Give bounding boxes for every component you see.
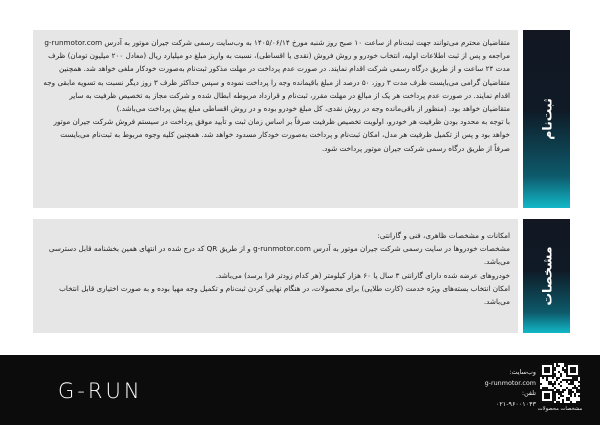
website-label: وب‌سایت: bbox=[509, 368, 536, 376]
specs-heading: امکانات و مشخصات ظاهری، فنی و گارانتی: bbox=[377, 231, 510, 240]
registration-paragraph-2: با توجه به محدود بودن ظرفیت هر خودرو، اولویت تخصیص ظرفیت صرفاً بر اساس زمان ثبت و تأیید موفق پرداخت در سیستم فروش شرکت جیران موتور خواهد بود و پس از تکمیل ظرفیت هر مدل، امکان ثبت‌نام و پرداخت به‌صورت خودکار مسدود خواهد شد. همچنین کلیه وجوه مربوط به ثبت‌نام می‌بایست صرفاً از طریق درگاه رسمی شرکت جیران موتور پرداخت شود. bbox=[53, 117, 510, 153]
specifications-tab bbox=[523, 219, 570, 333]
registration-title: ثبت‌نام bbox=[539, 98, 554, 140]
brand-logo: G-RUN bbox=[58, 379, 143, 403]
phone-number: ۰۲۱-۹۶۰۰۱۰۴۳ bbox=[495, 399, 536, 408]
specs-paragraph-1: مشخصات خودروها در سایت رسمی شرکت جیران موتور به آدرس g-runmotor.com و از طریق QR کد درج شده در انتهای همین بخشنامه قابل دسترسی می‌باشد. bbox=[48, 244, 510, 267]
footer bbox=[0, 355, 600, 425]
registration-tab bbox=[523, 30, 570, 208]
specifications-panel bbox=[33, 219, 518, 333]
specs-paragraph-3: امکان انتخاب بسته‌های ویژه خدمت (کارت طلایی) برای محصولات، در هنگام نهایی کردن ثبت‌نام و تکمیل وجه مهیا بوده و به صورت اختیاری قابل انتخاب می‌باشد. bbox=[59, 283, 510, 307]
specs-paragraph-2: خودروهای عرضه شده دارای گارانتی ۳ سال یا ۶۰ هزار کیلومتر (هر کدام زودتر فرا برسد) می‌باشد. bbox=[215, 270, 510, 280]
qr-code-icon[interactable] bbox=[540, 363, 580, 403]
contact-info bbox=[485, 367, 536, 409]
qr-caption: مشخصات محصولات bbox=[537, 406, 583, 412]
specifications-title: مشخصات bbox=[539, 246, 554, 306]
registration-panel bbox=[33, 30, 518, 208]
website-link[interactable]: g-runmotor.com bbox=[484, 378, 536, 387]
phone-label: تلفن: bbox=[521, 389, 536, 397]
registration-paragraph-1: متقاضیان محترم می‌توانند جهت ثبت‌نام از ساعت ۱۰ صبح روز شنبه مورخ ۱۴۰۵/۰۶/۱۴ به وب‌سایت رسمی شرکت جیران موتور به آدرس g-runmotor.com مراجعه و پس از ثبت اطلاعات اولیه، انتخاب خودرو و روش فروش (نقدی یا اقساطی)، نسبت به واریز مبلغ دو میلیارد ریال (معادل ۲۰۰ میلیون تومان) ظرف مدت ۲۴ ساعت و از طریق درگاه رسمی شرکت اقدام نمایند. در صورت عدم پرداخت در مهلت مذکور ثبت‌نام به‌صورت خودکار ملغی خواهد شد. همچنین متقاضیان گرامی می‌بایست ظرف مدت ۳ روز، ۵۰ درصد از مبلغ باقیمانده وجه را پرداخت نموده و سپس حداکثر ظرف ۳ روز دیگر نسبت به تسویه مابقی وجه اقدام نمایند. در صورت عدم پرداخت هر یک از مبالغ در مهلت مقرر، ثبت‌نام و قرارداد مربوطه ابطال شده و شرکت مجاز به تخصیص ظرفیت به سایر متقاضیان خواهد بود. (منظور از باقی‌مانده وجه در روش نقدی، کل مبلغ خودرو بوده و در روش اقساطی مبلغ پیش پرداخت می‌باشد.) bbox=[43, 38, 510, 114]
